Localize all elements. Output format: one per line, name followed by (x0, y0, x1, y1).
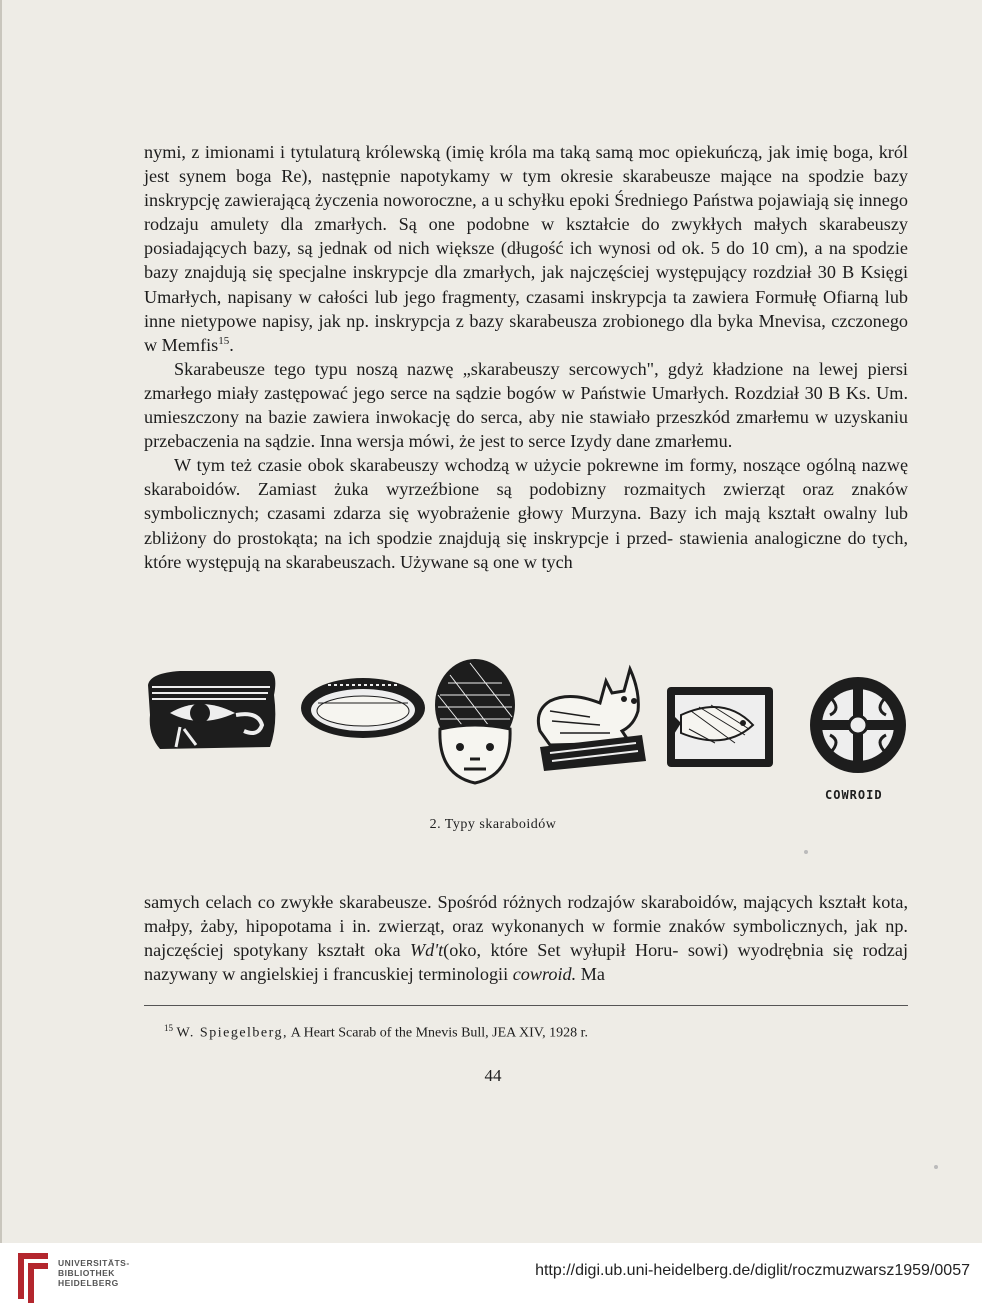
figure-caption: 2. Typy skaraboidów (429, 817, 557, 832)
page-number: 44 (484, 1066, 502, 1085)
stray-mark (804, 850, 808, 854)
body-text-bottom (144, 890, 908, 986)
figure-label: COWROID (825, 788, 883, 802)
footnote-number: 15 (164, 1023, 173, 1033)
paragraph-4: samych celach co zwykłe skarabeusze. Spośród różnych rodzajów skaraboidów, mających kształt kota, małpy, żaby, hipopotama i in. zwierząt, oraz wykonanych w formie znaków symbolicznych, jak np. najczęściej spotykany kształt oka Wd't(oko, które Set wyłupił Horu- sowi) wyodrębnia się rodzaj nazywany w angielskiej i francuskiej terminologii cowroid. Ma (144, 892, 909, 985)
stray-mark (934, 1165, 938, 1169)
cowroid-illustration (298, 673, 428, 743)
figure-scaraboid-types (140, 655, 910, 805)
footnote-divider (144, 1005, 908, 1006)
footnote-ref: 15 (218, 334, 230, 347)
term-wdt: Wd't (409, 940, 444, 961)
footnote (164, 1023, 588, 1042)
wedjat-eye-illustration (140, 665, 280, 755)
footnote-text: A Heart Scarab of the Mnevis Bull, JEA XIV, 1928 r. (290, 1025, 588, 1041)
fish-illustration (665, 685, 775, 769)
head-illustration (430, 655, 520, 790)
paragraph-2: Skarabeusze tego typu noszą nazwę „skarabeuszy sercowych", gdyż kładzione na lewej piersi zmarłego miały zastępować jego serce na sądzie bogów w Państwie Umarłych. Rozdział 30 B Ks. Um. umieszczony na bazie zawiera inwokację do serca, aby nie stawiało przeszkód zmarłemu w uzyskaniu przebaczenia na sądzie. Inna wersja mówi, że jest to serce Izydy dane zmarłemu. (144, 358, 909, 452)
footer-bar (0, 1243, 982, 1312)
term-cowroid: cowroid. (512, 964, 577, 985)
library-name: UNIVERSITÄTS- BIBLIOTHEK HEIDELBERG (58, 1258, 130, 1288)
cat-illustration (530, 661, 650, 776)
source-url-link[interactable]: http://digi.ub.uni-heidelberg.de/diglit/roczmuzwarsz1959/0057 (535, 1262, 970, 1279)
paragraph-1: nymi, z imionami i tytulaturą królewską (imię króla ma taką samą moc opiekuńczą, jak imię boga, król jest synem boga Re), następnie napotykamy w tym okresie skarabeusze mające na spodzie bazy inskrypcję zawierającą życzenia noworoczne, a u schyłku epoki Średniego Państwa pojawiają się innego rodzaju amulety dla zmarłych. Są one podobne w kształcie do zwykłych małych skarabeuszy posiadających bazy, są jednak od nich większe (długość ich wynosi od ok. 5 do 10 cm), a na spodzie bazy znajdują się specjalne inskrypcje dla zmarłych, jak najczęściej występujący rozdział 30 B Księgi Umarłych, napisany w całości lub jego fragmenty, czasami inskrypcja ta zawiera Formułę Ofiarną lub inne nietypowe napisy, jak np. inskrypcja z bazy skarabeusza zrobionego dla byka Mnevisa, czczonego w Memfis$^{15}$. (144, 142, 909, 355)
footnote-author: W. Spiegelberg, (176, 1025, 289, 1041)
round-amulet-illustration (808, 675, 908, 775)
library-logo-icon (12, 1249, 54, 1305)
paragraph-3: W tym też czasie obok skarabeuszy wchodzą w użycie pokrewne im formy, noszące ogólną nazwę skaraboidów. Zamiast żuka wyrzeźbione są podobizny rozmaitych zwierząt oraz znaków symbolicznych; czasami zdarza się wyobrażenie głowy Murzyna. Bazy ich mają kształt owalny lub zbliżony do prostokąta; na ich spodzie znajdują się inskrypcje i przed- stawienia analogiczne do tych, które występują na skarabeuszach. Używane są one w tych (144, 455, 909, 572)
body-text-top (144, 140, 908, 574)
